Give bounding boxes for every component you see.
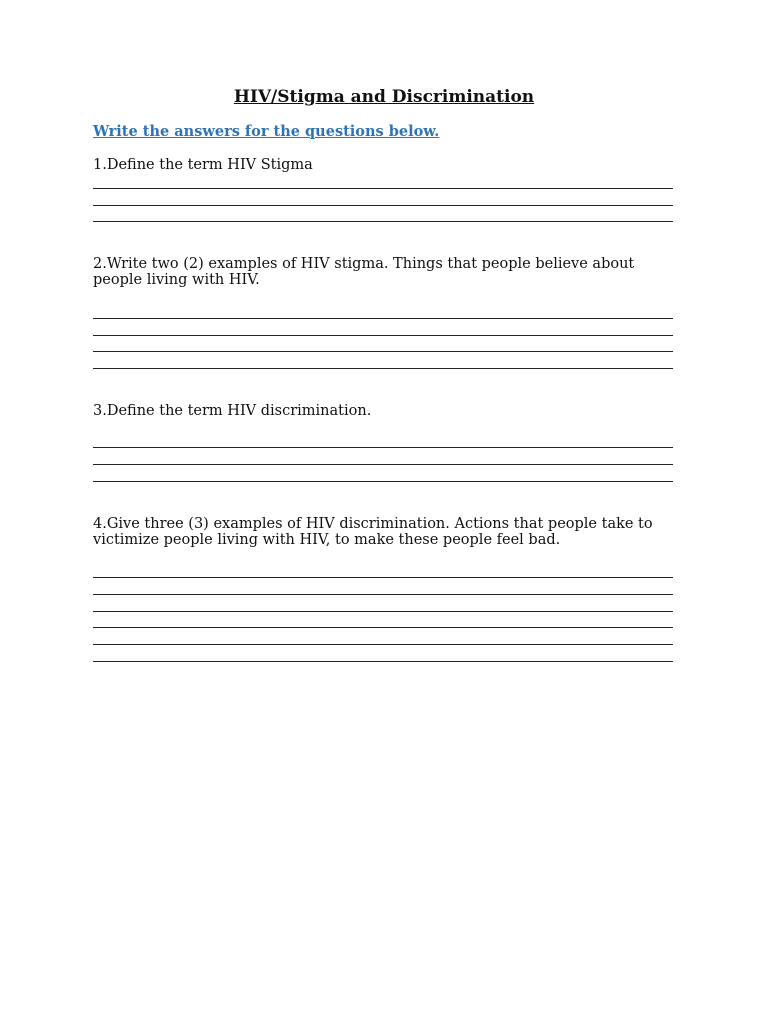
question-4-answer-line-6[interactable] bbox=[93, 661, 673, 662]
question-1-answer-line-1[interactable] bbox=[93, 188, 673, 189]
question-1-answer-line-3[interactable] bbox=[93, 221, 673, 222]
question-4-answer-line-3[interactable] bbox=[93, 611, 673, 612]
question-2-answer-line-1[interactable] bbox=[93, 318, 673, 319]
question-4-answer-line-4[interactable] bbox=[93, 627, 673, 628]
question-3-answer-line-1[interactable] bbox=[93, 447, 673, 448]
document-title: HIV/Stigma and Discrimination bbox=[233, 87, 535, 107]
question-2-text: 2.Write two (2) examples of HIV stigma. Things that people believe about people living with HIV. bbox=[93, 256, 635, 288]
question-4-answer-line-5[interactable] bbox=[93, 644, 673, 645]
question-4-answer-line-1[interactable] bbox=[93, 577, 673, 578]
question-1-answer-line-2[interactable] bbox=[93, 205, 673, 206]
question-1-text: 1.Define the term HIV Stigma bbox=[93, 157, 313, 173]
question-3-answer-line-3[interactable] bbox=[93, 481, 673, 482]
question-2-answer-line-4[interactable] bbox=[93, 368, 673, 369]
question-3-text: 3.Define the term HIV discrimination. bbox=[93, 403, 372, 419]
question-2-answer-line-2[interactable] bbox=[93, 335, 673, 336]
question-2-answer-line-3[interactable] bbox=[93, 351, 673, 352]
question-4-answer-line-2[interactable] bbox=[93, 594, 673, 595]
question-3-answer-line-2[interactable] bbox=[93, 464, 673, 465]
instruction-text: Write the answers for the questions below. bbox=[93, 123, 440, 140]
question-4-text: 4.Give three (3) examples of HIV discrimination. Actions that people take to victimize people living with HIV, to make these people feel bad. bbox=[93, 516, 653, 548]
